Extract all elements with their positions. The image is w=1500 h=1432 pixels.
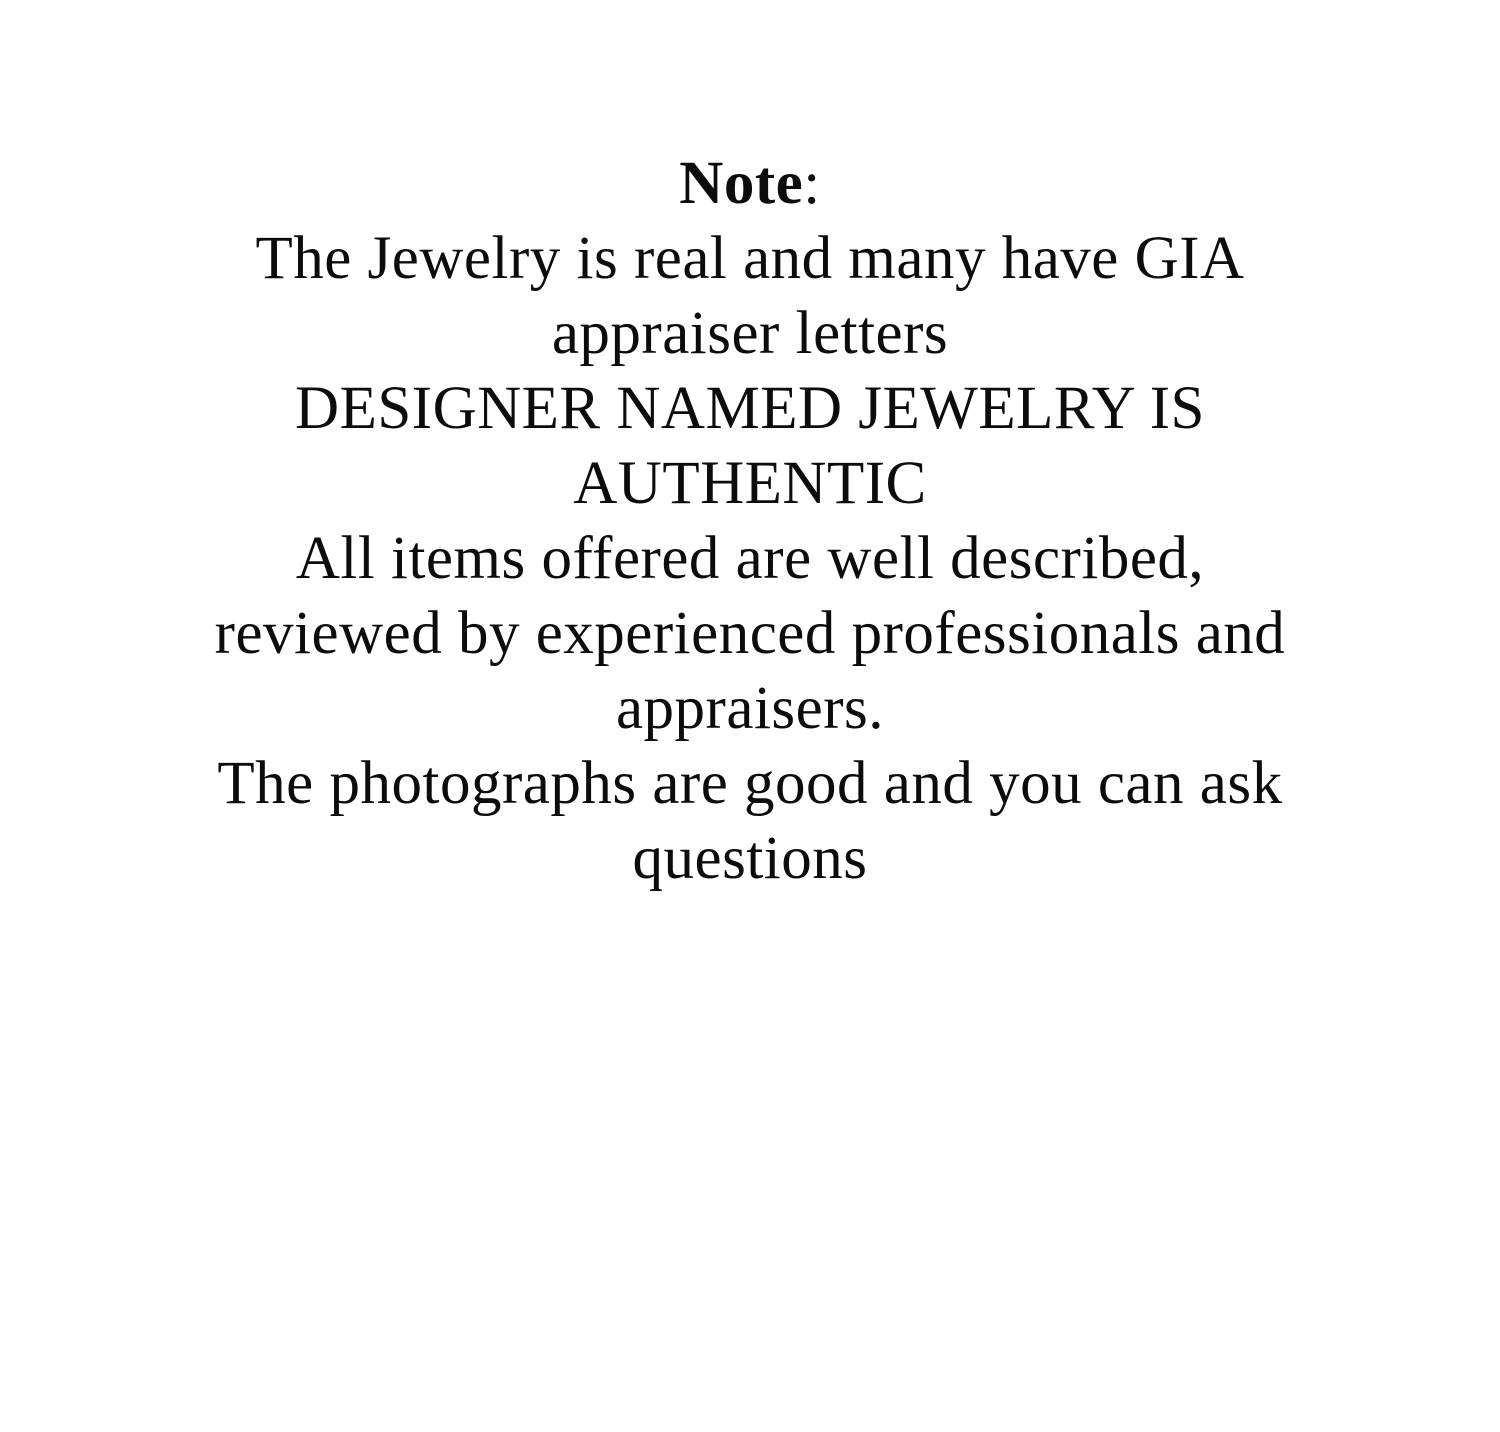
note-line: questions <box>632 825 868 892</box>
note-heading-colon: : <box>803 150 821 217</box>
note-line: AUTHENTIC <box>573 450 927 517</box>
note-line: appraiser letters <box>551 300 949 367</box>
note-line: DESIGNER NAMED JEWELRY IS <box>295 375 1205 442</box>
note-heading <box>0 146 1500 221</box>
note-line: The Jewelry is real and many have GIA <box>255 225 1245 292</box>
note-line: All items offered are well described, <box>295 525 1205 592</box>
note-line: The photographs are good and you can ask <box>217 750 1283 817</box>
note-line: appraisers. <box>615 675 885 742</box>
note-line: reviewed by experienced professionals and <box>214 600 1286 667</box>
note-heading-text: Note <box>679 150 804 217</box>
